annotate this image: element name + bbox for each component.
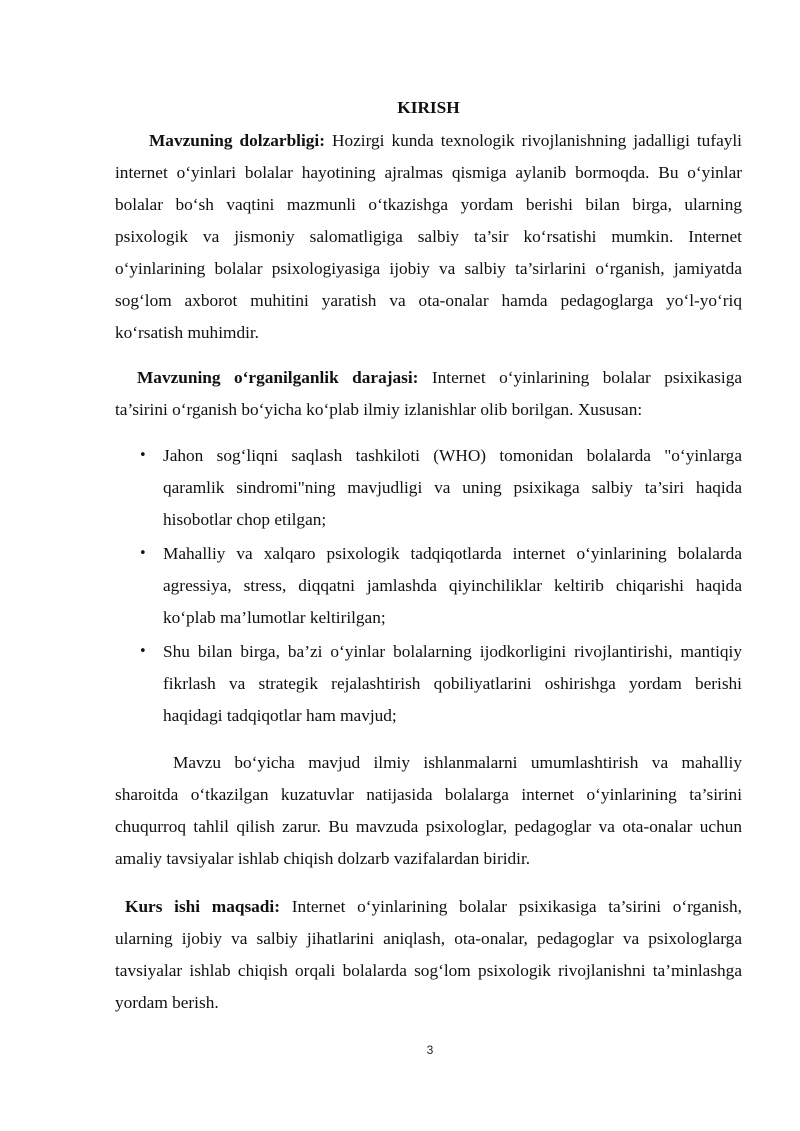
goal-heading: Kurs ishi maqsadi: [125, 897, 280, 916]
summary-paragraph: Mavzu bo‘yicha mavjud ilmiy ishlanmalarni umumlashtirish va mahalliy sharoitda o‘tkazilgan kuzatuvlar natijasida bolalarga internet o‘yinlarining ta’sirini chuqurroq tahlil qilish zarur. Bu mavzuda psixologlar, pedagoglar va ota-onalar uchun amaliy tavsiyalar ishlab chiqish dolzarb vazifalardan biridir. [115, 753, 742, 868]
list-item [115, 636, 742, 732]
goal-paragraph [115, 891, 742, 1019]
study-level-text: Internet o‘yinlarining bolalar psixikasiga ta’sirini o‘rganish bo‘yicha ko‘plab ilmiy izlanishlar olib borilgan. Xususan: [115, 368, 743, 419]
bullet-icon: • [139, 644, 147, 659]
bullet-text: Jahon sog‘liqni saqlash tashkiloti (WHO) tomonidan bolalarda "o‘yinlarga qaramlik sindromi"ning mavjudligi va uning psixikaga salbiy ta’siri haqida hisobotlar chop etilgan; [163, 446, 742, 529]
goal-text: Internet o‘yinlarining bolalar psixikasiga ta’sirini o‘rganish, ularning ijobiy va salbiy jihatlarini aniqlash, ota-onalar, pedagoglar va psixologlarga tavsiyalar ishlab chiqish orqali bolalarda sog‘lom psixologik rivojlanishni ta’minlashga yordam berish. [115, 897, 742, 1012]
bullet-text: Mahalliy va xalqaro psixologik tadqiqotlarda internet o‘yinlarining bolalarda agressiya, stress, diqqatni jamlashda qiyinchiliklar keltirib chiqarishi haqida ko‘plab ma’lumotlar keltirilgan; [163, 544, 742, 627]
list-item [115, 440, 742, 536]
research-bullet-list [115, 440, 742, 732]
bullet-icon: • [139, 448, 147, 463]
relevance-text: Hozirgi kunda texnologik rivojlanishning jadalligi tufayli internet o‘yinlari bolalar hayotining ajralmas qismiga aylanib bormoqda. Bu o‘yinlar bolalar bo‘sh vaqtini mazmunli o‘tkazishga yordam berishi bilan birga, ularning psixologik va jismoniy salomatligiga salbiy ta’sir ko‘rsatishi mumkin. Internet o‘yinlarining bolalar psixologiyasiga ijobiy va salbiy ta’sirlarini o‘rganish, jamiyatda sog‘lom axborot muhitini yaratish va ota-onalar hamda pedagoglarga yo‘l-yo‘riq ko‘rsatish muhimdir. [115, 131, 742, 342]
page-content [115, 92, 742, 1019]
relevance-paragraph [115, 125, 742, 349]
bullet-icon: • [139, 546, 147, 561]
page-number: 3 [426, 1043, 434, 1057]
study-level-paragraph [115, 362, 742, 426]
study-level-heading: Mavzuning o‘rganilganlik darajasi: [137, 368, 419, 387]
list-item [115, 538, 742, 634]
bullet-text: Shu bilan birga, ba’zi o‘yinlar bolalarning ijodkorligini rivojlantirishi, mantiqiy fikrlash va strategik rejalashtirish qobiliyatlarini oshirishga yordam berishi haqidagi tadqiqotlar ham mavjud; [163, 642, 742, 725]
relevance-heading: Mavzuning dolzarbligi: [149, 131, 325, 150]
page-title: KIRISH [397, 98, 460, 117]
